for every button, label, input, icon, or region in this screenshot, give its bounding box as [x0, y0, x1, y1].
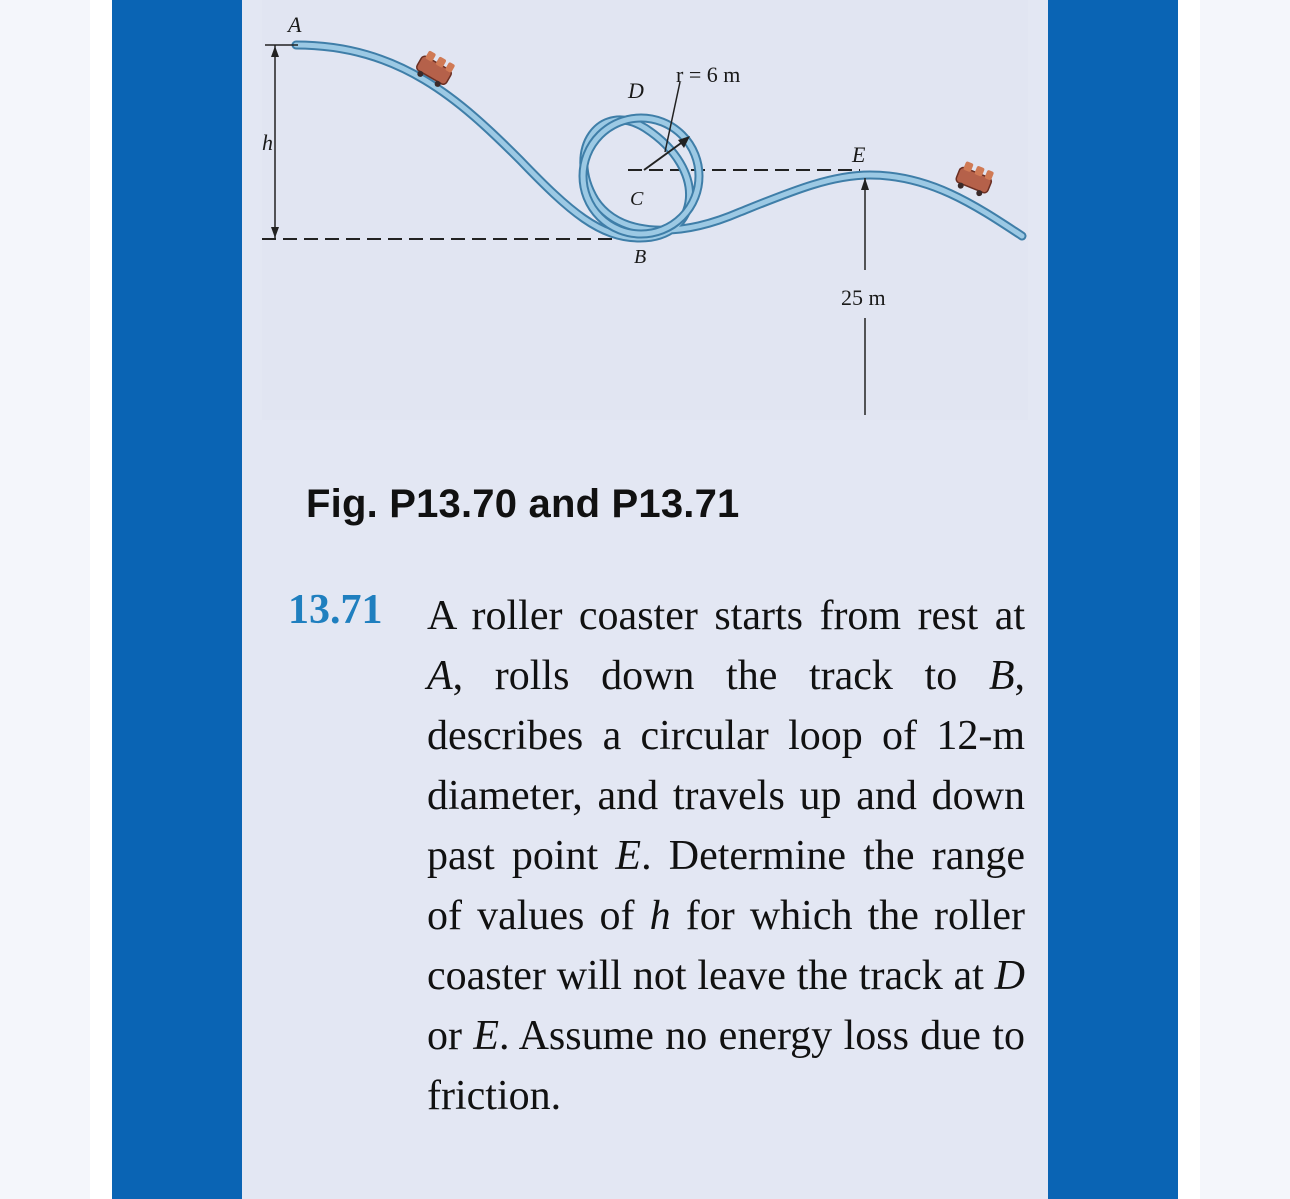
label-b: B: [634, 246, 647, 268]
label-a: A: [288, 12, 302, 37]
roller-coaster-figure: [0, 0, 1290, 440]
label-height-e: 25 m: [841, 285, 886, 310]
label-radius: r = 6 m: [676, 62, 741, 87]
label-h: h: [262, 130, 273, 155]
label-e: E: [852, 142, 866, 167]
label-d: D: [628, 78, 644, 103]
radius-leader: [665, 82, 680, 152]
problem-text: A roller coaster starts from rest at A, rolls down the track to B, describes a circular loop of 12-m diameter, and travels up and down past point E. Determine the range of values of h for which the roller coaster will not leave the track at D or E. Assume no energy loss due to friction.: [427, 593, 1025, 1119]
label-c: C: [630, 188, 644, 210]
coaster-car-right: [953, 160, 995, 199]
problem-number: 13.71: [288, 587, 383, 633]
track: [296, 45, 1022, 238]
figure-caption: Fig. P13.70 and P13.71: [306, 482, 740, 526]
